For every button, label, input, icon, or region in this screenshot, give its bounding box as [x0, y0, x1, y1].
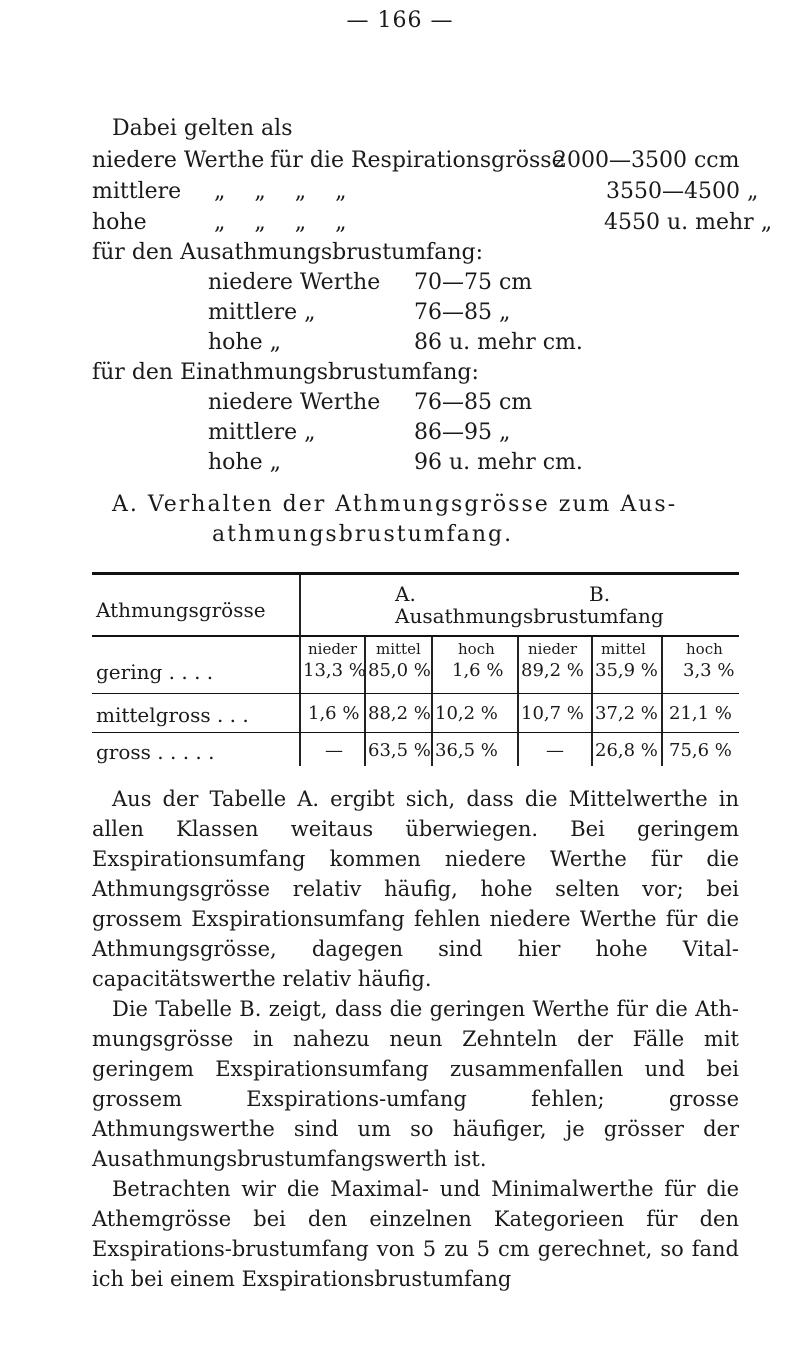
- respiration-label: mittlere: [92, 179, 182, 204]
- einathmung-label: niedere Werthe: [208, 390, 381, 415]
- respiration-ditto: „ „ „ „: [214, 179, 347, 204]
- ausathmung-value: 76—85 „: [414, 300, 511, 325]
- respiration-label: hohe: [92, 210, 147, 235]
- einathmung-value: 76—85 cm: [414, 390, 533, 415]
- row-divider: [92, 732, 739, 733]
- table-cell: —: [325, 740, 343, 761]
- ausathmung-label: niedere Werthe: [208, 270, 381, 295]
- row-label: gross . . . . .: [96, 740, 215, 764]
- paragraph: Betrachten wir die Maximal- und Minimalwerthe für die Athemgrösse bei den einzelnen Kategorieen für den Exspirations-brustumfang von 5 zu 5 cm gerechnet, so fand ich bei einem Exspirationsbrustumfang: [92, 1177, 739, 1291]
- group-b-label: B.: [589, 582, 611, 606]
- table-cell: 13,3 %: [303, 660, 366, 681]
- paragraph: Die Tabelle B. zeigt, dass die geringen Werthe für die Ath-mungsgrösse in nahezu neun Zehnteln der Fälle mit geringem Exspirationsumfang zusammenfallen und bei grossem Exspirations-umfang fehlen; grosse Athmungswerthe sind um so häufiger, je grösser der Ausathmungsbrustumfangswerth ist.: [92, 997, 739, 1171]
- table-cell: 1,6 %: [452, 660, 504, 681]
- einathmung-heading: für den Einathmungsbrustumfang:: [92, 360, 479, 385]
- table-cell: —: [546, 740, 564, 761]
- row-label: gering . . . .: [96, 660, 214, 684]
- paragraph: Aus der Tabelle A. ergibt sich, dass die Mittelwerthe in allen Klassen weitaus überwiegen. Bei geringem Exspirationsumfang kommen niedere Werthe für die Athmungsgrösse relativ häufig, hohe selten vor; bei grossem Exspirationsumfang fehlen niedere Werthe für die Athmungsgrösse, dagegen sind hier hohe Vital-capacitätswerthe relativ häufig.: [92, 787, 739, 991]
- table-cell: 10,2 %: [435, 703, 498, 724]
- body-text: [92, 784, 739, 1294]
- table-cell: 37,2 %: [595, 703, 658, 724]
- column-divider: [299, 575, 301, 766]
- respiration-text: für die Respirationsgrösse: [270, 148, 565, 173]
- column-divider: [517, 637, 519, 766]
- table-cell: 26,8 %: [595, 740, 658, 761]
- einathmung-value: 86—95 „: [414, 420, 511, 445]
- table-cell: 63,5 %: [368, 740, 431, 761]
- row-divider: [92, 693, 739, 694]
- group-a-label: A.: [395, 582, 416, 606]
- table-cell: 75,6 %: [669, 740, 732, 761]
- section-title-continued: athmungsbrustumfang.: [212, 522, 514, 547]
- table-cell: 21,1 %: [669, 703, 732, 724]
- respiration-ditto: „ „ „ „: [214, 210, 347, 235]
- page-number: — 166 —: [346, 8, 454, 33]
- section-title: A. Verhalten der Athmungsgrösse zum Aus-: [112, 492, 678, 517]
- column-header: nieder: [308, 640, 357, 658]
- ausathmung-value: 70—75 cm: [414, 270, 533, 295]
- ausathmung-value: 86 u. mehr cm.: [414, 330, 583, 355]
- table-cell: 35,9 %: [595, 660, 658, 681]
- row-header-label: Athmungsgrösse: [96, 598, 266, 622]
- table-cell: 88,2 %: [368, 703, 431, 724]
- ausathmung-heading: für den Ausathmungsbrustumfang:: [92, 240, 483, 265]
- table-cell: 85,0 %: [368, 660, 431, 681]
- row-label: mittelgross . . .: [96, 703, 249, 727]
- column-divider: [661, 637, 663, 766]
- table-cell: 10,7 %: [521, 703, 584, 724]
- table-top-rule: [92, 572, 739, 575]
- table-cell: 3,3 %: [683, 660, 735, 681]
- group-title: Ausathmungsbrustumfang: [395, 604, 664, 628]
- table-cell: 1,6 %: [308, 703, 360, 724]
- column-divider: [591, 637, 593, 766]
- respiration-value: 3550—4500 „: [606, 179, 759, 204]
- respiration-value: 2000—3500 ccm: [553, 148, 740, 173]
- ausathmung-label: mittlere „: [208, 300, 316, 325]
- respiration-value: 4550 u. mehr „: [604, 210, 773, 235]
- column-divider: [364, 637, 366, 766]
- column-header: mittel: [601, 640, 646, 658]
- column-header: mittel: [376, 640, 421, 658]
- einathmung-value: 96 u. mehr cm.: [414, 450, 583, 475]
- column-header: nieder: [528, 640, 577, 658]
- table-cell: 89,2 %: [521, 660, 584, 681]
- einathmung-label: hohe „: [208, 450, 281, 475]
- table-cell: 36,5 %: [435, 740, 498, 761]
- column-header: hoch: [686, 640, 723, 658]
- column-divider: [431, 637, 433, 766]
- einathmung-label: mittlere „: [208, 420, 316, 445]
- intro-line: Dabei gelten als: [112, 116, 293, 141]
- column-header: hoch: [458, 640, 495, 658]
- header-divider: [92, 635, 739, 637]
- ausathmung-label: hohe „: [208, 330, 281, 355]
- respiration-label: niedere Werthe: [92, 148, 265, 173]
